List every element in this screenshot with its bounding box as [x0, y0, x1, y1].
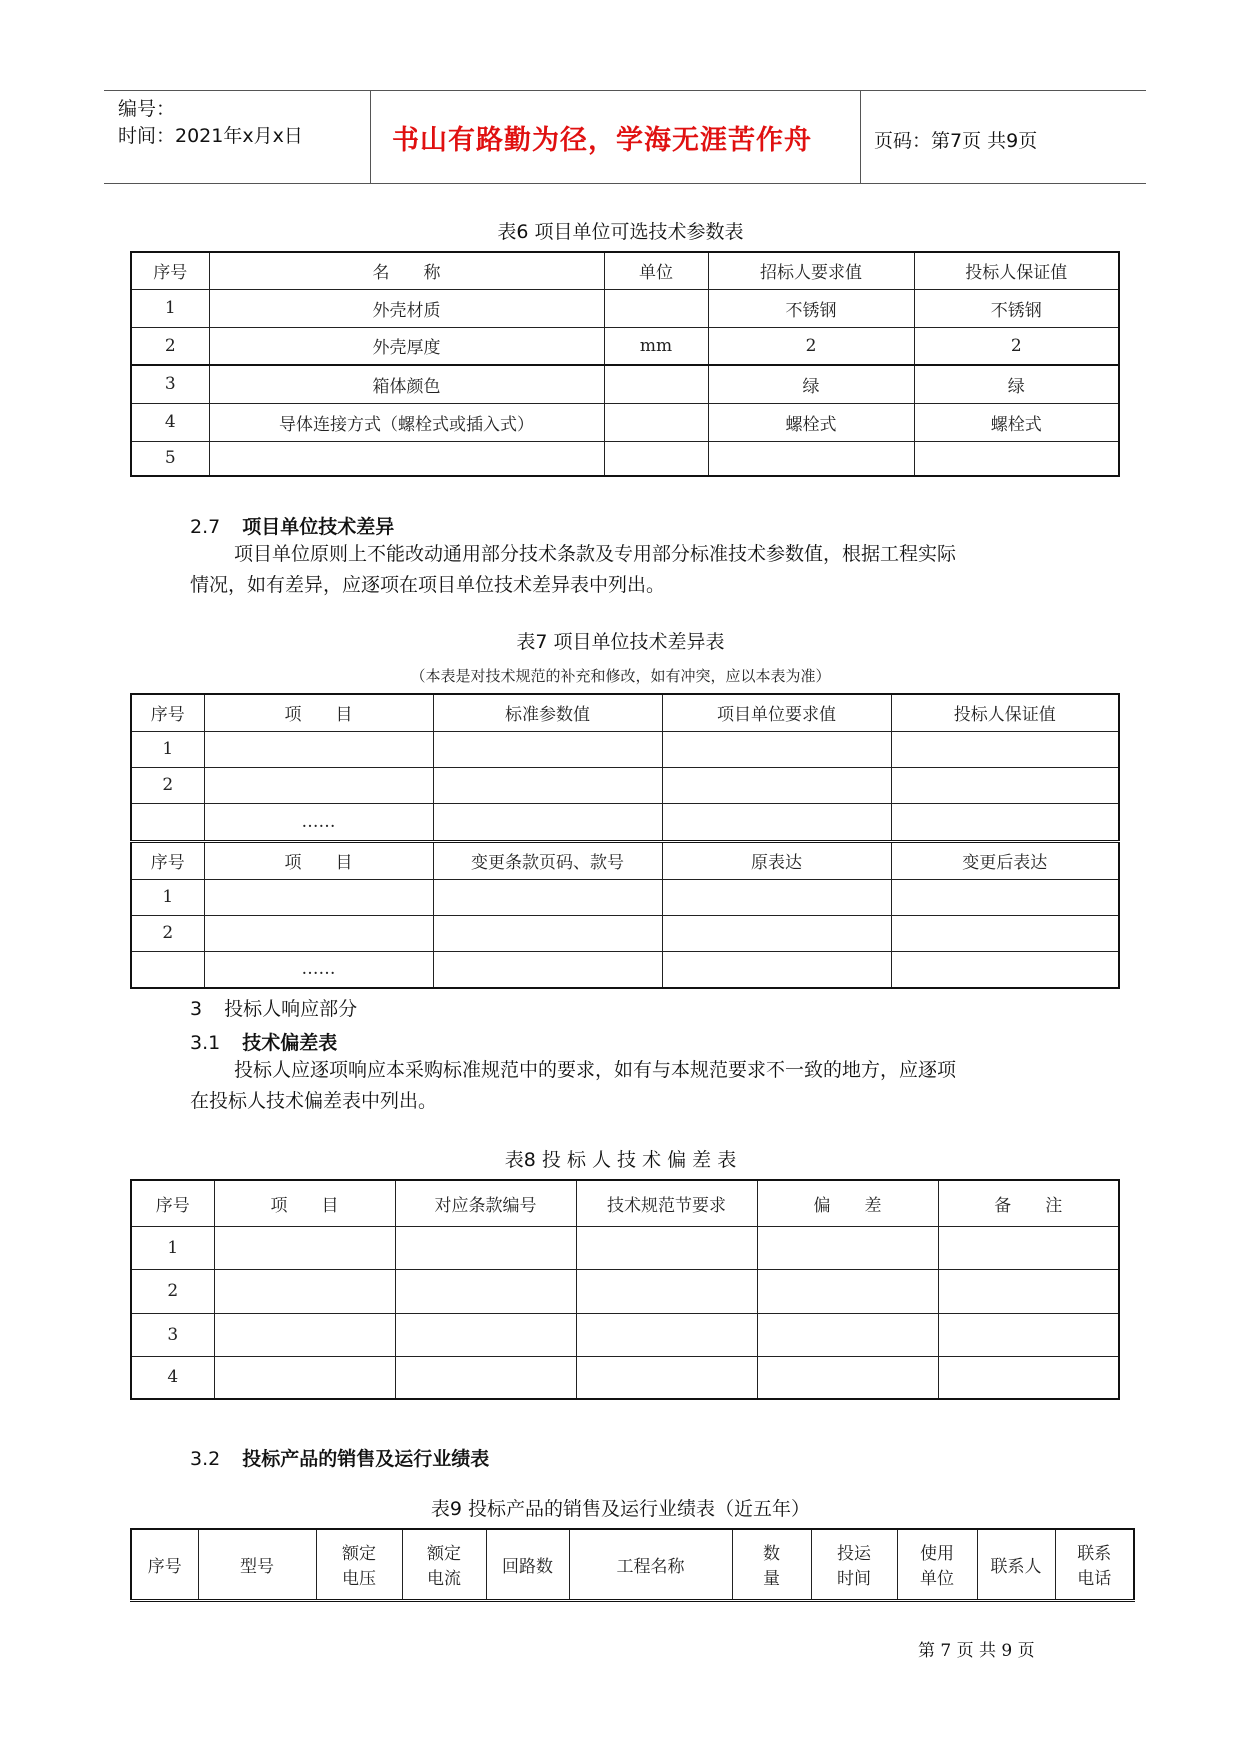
- table9-header-row: [131, 1529, 1134, 1600]
- table-cell: [214, 1269, 395, 1313]
- table-cell: 4: [131, 1356, 214, 1399]
- table-cell: 3: [131, 1313, 214, 1356]
- table9-header-cell: [977, 1529, 1055, 1600]
- table-cell: [433, 731, 662, 767]
- table-row: [131, 289, 1119, 327]
- table-cell: [209, 441, 604, 476]
- table-cell: [433, 951, 662, 988]
- table-cell: [395, 1356, 576, 1399]
- table7-header-row: [131, 694, 1119, 731]
- table-cell: 不锈钢: [708, 289, 914, 327]
- table-cell: 1: [131, 1226, 214, 1269]
- table-cell: [604, 403, 708, 441]
- section-2-7-paragraph-line1: 项目单位原则上不能改动通用部分技术条款及专用部分标准技术参数值，根据工程实际: [234, 543, 957, 565]
- table-cell: [576, 1269, 757, 1313]
- header-text: 使用: [920, 1544, 954, 1565]
- table-cell: [576, 1356, 757, 1399]
- table-cell: 1: [131, 731, 204, 767]
- table-cell: ……: [204, 951, 433, 988]
- table-cell: 2: [708, 327, 914, 365]
- table-cell: [757, 1356, 938, 1399]
- header-text: 型号: [240, 1556, 274, 1577]
- table6-caption: 表6 项目单位可选技术参数表: [497, 221, 744, 243]
- table6-header-cell: 名 称: [209, 252, 604, 289]
- table-cell: [204, 915, 433, 951]
- table-cell: [576, 1313, 757, 1356]
- header-page-code: 页码：第7页 共9页: [874, 130, 1038, 152]
- table7-header-row: [131, 841, 1119, 879]
- section-3-2-heading: [190, 1444, 489, 1471]
- table-cell: 绿: [708, 365, 914, 403]
- table7-header-cell: 项目单位要求值: [662, 694, 891, 731]
- table-cell: 1: [131, 879, 204, 915]
- table-cell: ……: [204, 803, 433, 841]
- header-text: 联系人: [990, 1556, 1042, 1577]
- table9-header-cell: [486, 1529, 569, 1600]
- table-cell: 4: [131, 403, 209, 441]
- table-row: [131, 915, 1119, 951]
- header-text: 量: [763, 1569, 780, 1590]
- header-text: 电流: [427, 1569, 461, 1590]
- table-cell: [131, 803, 204, 841]
- section-title: 项目单位技术差异: [242, 516, 395, 538]
- table-cell: [433, 803, 662, 841]
- table-cell: [938, 1269, 1119, 1313]
- table-cell: [891, 731, 1119, 767]
- table-cell: [891, 803, 1119, 841]
- table-row: [131, 403, 1119, 441]
- table-row: [131, 951, 1119, 988]
- table-cell: 5: [131, 441, 209, 476]
- table-cell: [131, 951, 204, 988]
- doc-number-label: 编号：: [118, 98, 176, 120]
- table-row: [131, 767, 1119, 803]
- table-cell: [662, 767, 891, 803]
- header-text: 电压: [342, 1569, 376, 1590]
- table-cell: [938, 1226, 1119, 1269]
- section-number: 2.7: [190, 516, 221, 538]
- section-2-7-heading: [190, 512, 394, 539]
- table-cell: [604, 289, 708, 327]
- table-cell: [204, 767, 433, 803]
- table7-header-cell: 项 目: [204, 694, 433, 731]
- table6-header-row: [131, 252, 1119, 289]
- table7-header-cell: 原表达: [662, 841, 891, 879]
- page-footer: 第 7 页 共 9 页: [918, 1641, 1035, 1661]
- header-divider-left: [370, 90, 371, 184]
- table9-header-cell: [131, 1529, 198, 1600]
- header-text: 联系: [1077, 1544, 1112, 1565]
- header-text: 时间: [837, 1569, 871, 1590]
- table-cell: [938, 1356, 1119, 1399]
- section-3-1-paragraph-line1: 投标人应逐项响应本采购标准规范中的要求，如有与本规范要求不一致的地方，应逐项: [234, 1059, 957, 1081]
- header-top-rule: [104, 90, 1146, 91]
- table-row: [131, 1269, 1119, 1313]
- table-cell: 不锈钢: [914, 289, 1119, 327]
- header-motto: 书山有路勤为径，学海无涯苦作舟: [392, 125, 812, 156]
- table-cell: [662, 879, 891, 915]
- table7-header-cell: 变更后表达: [891, 841, 1119, 879]
- table6-header-cell: 投标人保证值: [914, 252, 1119, 289]
- table-cell: [891, 951, 1119, 988]
- table-cell: [708, 441, 914, 476]
- table-cell: 2: [131, 327, 209, 365]
- table9-header-cell: [569, 1529, 732, 1600]
- table-cell: [604, 441, 708, 476]
- table-cell: 箱体颜色: [209, 365, 604, 403]
- table9-header-cell: [897, 1529, 977, 1600]
- table6-header-cell: 单位: [604, 252, 708, 289]
- table-row: [131, 1313, 1119, 1356]
- table-cell: [662, 915, 891, 951]
- section-3-1-paragraph-line2: 在投标人技术偏差表中列出。: [190, 1090, 438, 1112]
- table9-header-cell: [198, 1529, 316, 1600]
- table6-header-cell: 招标人要求值: [708, 252, 914, 289]
- section-title: 投标人响应部分: [224, 998, 358, 1020]
- header-text: 工程名称: [616, 1556, 685, 1577]
- section-number: 3.1: [190, 1032, 221, 1054]
- section-3-1-heading: [190, 1028, 337, 1055]
- table8-header-cell: 备 注: [938, 1180, 1119, 1226]
- table6: [130, 251, 1120, 477]
- table-cell: [662, 731, 891, 767]
- table-cell: 2: [131, 767, 204, 803]
- table-cell: [757, 1269, 938, 1313]
- table-row: [131, 365, 1119, 403]
- table-cell: 2: [131, 1269, 214, 1313]
- table-cell: [395, 1313, 576, 1356]
- table9-header-cell: [316, 1529, 402, 1600]
- table-cell: [891, 915, 1119, 951]
- table-cell: 螺栓式: [914, 403, 1119, 441]
- section-title: 投标产品的销售及运行业绩表: [242, 1448, 490, 1470]
- table9-header-cell: [811, 1529, 897, 1600]
- table-cell: [914, 441, 1119, 476]
- table-cell: [604, 365, 708, 403]
- table-cell: 螺栓式: [708, 403, 914, 441]
- header-text: 额定: [342, 1544, 376, 1565]
- header-text: 投运: [837, 1544, 871, 1565]
- table-cell: [757, 1313, 938, 1356]
- table7-header-cell: 序号: [131, 841, 204, 879]
- table-cell: 导体连接方式（螺栓式或插入式）: [209, 403, 604, 441]
- table7-header-cell: 变更条款页码、款号: [433, 841, 662, 879]
- table7-header-cell: 序号: [131, 694, 204, 731]
- table8-caption: 表8 投 标 人 技 术 偏 差 表: [504, 1149, 737, 1171]
- table-cell: [662, 803, 891, 841]
- table-cell: [891, 879, 1119, 915]
- table-cell: mm: [604, 327, 708, 365]
- table-cell: [757, 1226, 938, 1269]
- table-cell: [433, 879, 662, 915]
- table-row: [131, 879, 1119, 915]
- table-cell: 外壳材质: [209, 289, 604, 327]
- section-3-heading: [190, 994, 357, 1021]
- table7: [130, 693, 1120, 989]
- table-cell: [204, 879, 433, 915]
- table-cell: [204, 731, 433, 767]
- table-cell: [662, 951, 891, 988]
- table-cell: [214, 1356, 395, 1399]
- table-cell: [433, 767, 662, 803]
- section-title: 技术偏差表: [242, 1032, 338, 1054]
- header-text: 额定: [427, 1544, 461, 1565]
- header-text: 序号: [147, 1556, 182, 1577]
- table-cell: [214, 1313, 395, 1356]
- table-cell: [938, 1313, 1119, 1356]
- table-cell: [395, 1269, 576, 1313]
- table-cell: [395, 1226, 576, 1269]
- table9-header-cell: [732, 1529, 811, 1600]
- header-text: 回路数: [502, 1556, 553, 1577]
- table7-note: （本表是对技术规范的补充和修改，如有冲突，应以本表为准）: [410, 667, 831, 685]
- table7-header-cell: 投标人保证值: [891, 694, 1119, 731]
- table-cell: [891, 767, 1119, 803]
- header-divider-right: [860, 90, 861, 184]
- header-text: 单位: [920, 1569, 954, 1590]
- section-2-7-paragraph-line2: 情况，如有差异，应逐项在项目单位技术差异表中列出。: [190, 574, 666, 596]
- table-cell: 2: [131, 915, 204, 951]
- table9-caption: 表9 投标产品的销售及运行业绩表（近五年）: [430, 1498, 811, 1520]
- table-row: [131, 441, 1119, 476]
- header-bottom-rule: [104, 183, 1146, 184]
- table-cell: 1: [131, 289, 209, 327]
- table7-header-cell: 项 目: [204, 841, 433, 879]
- table-row: [131, 1226, 1119, 1269]
- table-cell: [214, 1226, 395, 1269]
- table8-header-cell: 技术规范节要求: [576, 1180, 757, 1226]
- table8: [130, 1179, 1120, 1400]
- section-number: 3.2: [190, 1448, 221, 1470]
- table6-header-cell: 序号: [131, 252, 209, 289]
- table-row: [131, 327, 1119, 365]
- table-cell: [433, 915, 662, 951]
- table-cell: 外壳厚度: [209, 327, 604, 365]
- table7-header-cell: 标准参数值: [433, 694, 662, 731]
- doc-time-label: 时间：2021年x月x日: [118, 125, 303, 147]
- section-number: 3: [190, 998, 203, 1020]
- table-row: [131, 1356, 1119, 1399]
- table9-header-cell: [1055, 1529, 1134, 1600]
- header-text: 电话: [1077, 1569, 1112, 1590]
- table-cell: 2: [914, 327, 1119, 365]
- header-text: 数: [763, 1544, 780, 1565]
- table8-header-cell: 偏 差: [757, 1180, 938, 1226]
- table-cell: 3: [131, 365, 209, 403]
- table-row: [131, 731, 1119, 767]
- table7-caption: 表7 项目单位技术差异表: [516, 631, 725, 653]
- table8-header-cell: 对应条款编号: [395, 1180, 576, 1226]
- table-row: [131, 803, 1119, 841]
- table-cell: [576, 1226, 757, 1269]
- table9: [130, 1528, 1135, 1602]
- table8-header-row: [131, 1180, 1119, 1226]
- table9-header-cell: [402, 1529, 486, 1600]
- table8-header-cell: 序号: [131, 1180, 214, 1226]
- table8-header-cell: 项 目: [214, 1180, 395, 1226]
- table-cell: 绿: [914, 365, 1119, 403]
